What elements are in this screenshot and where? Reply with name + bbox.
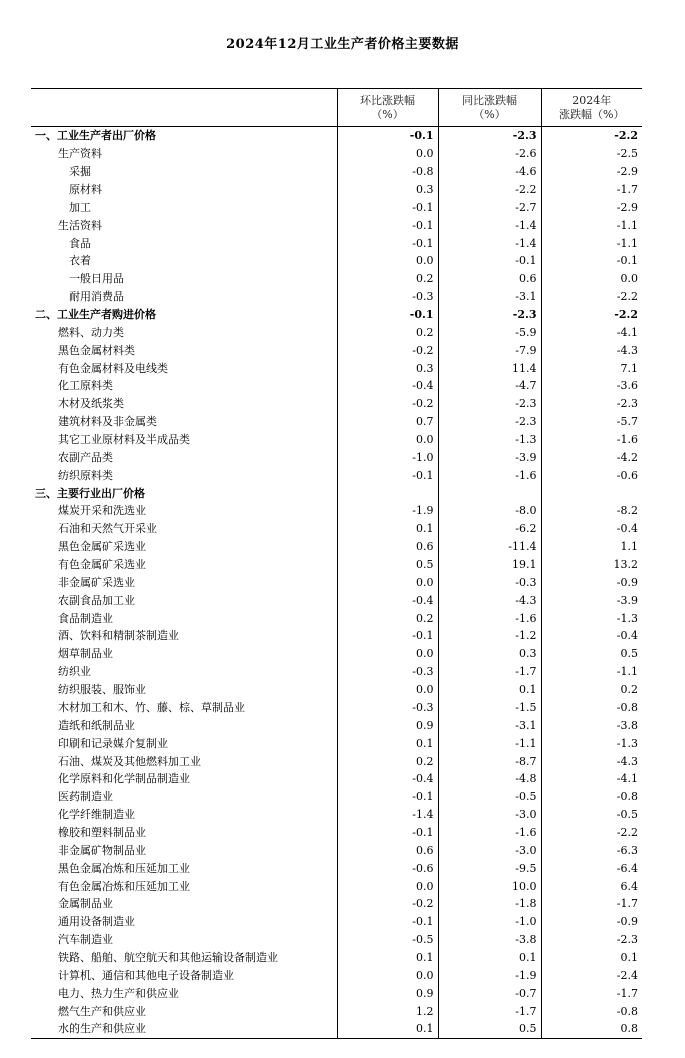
cell-mom: -0.8 — [337, 163, 438, 181]
cell-yoy: -4.6 — [438, 163, 541, 181]
table-row — [31, 627, 642, 645]
table-row — [31, 663, 642, 681]
table-row — [31, 949, 642, 967]
table-row — [31, 163, 642, 181]
cell-yoy: 19.1 — [438, 556, 541, 574]
row-label: 通用设备制造业 — [58, 915, 135, 929]
cell-yoy: -2.7 — [438, 198, 541, 216]
cell-yoy: -1.2 — [438, 627, 541, 645]
cell-ytd: -0.8 — [541, 699, 642, 717]
table-row — [31, 341, 642, 359]
header-mom-line1: 环比涨跌幅 — [360, 93, 415, 107]
cell-yoy: -7.9 — [438, 341, 541, 359]
cell-mom: 0.9 — [337, 716, 438, 734]
cell-ytd: -2.9 — [541, 198, 642, 216]
cell-mom: 0.6 — [337, 841, 438, 859]
header-ytd-line2: 涨跌幅（%） — [559, 107, 625, 121]
table-body — [31, 127, 642, 1039]
cell-mom: -0.4 — [337, 377, 438, 395]
cell-yoy: 0.1 — [438, 949, 541, 967]
table-row — [31, 323, 642, 341]
row-label: 建筑材料及非金属类 — [58, 415, 157, 429]
cell-ytd: -4.3 — [541, 752, 642, 770]
table-row — [31, 288, 642, 306]
row-label: 纺织原料类 — [58, 468, 113, 482]
cell-ytd: -1.6 — [541, 431, 642, 449]
cell-mom: 0.3 — [337, 359, 438, 377]
cell-yoy: -1.6 — [438, 466, 541, 484]
cell-ytd: -2.3 — [541, 931, 642, 949]
table-row — [31, 181, 642, 199]
cell-yoy: -4.3 — [438, 591, 541, 609]
cell-yoy: -1.3 — [438, 431, 541, 449]
cell-yoy: -8.0 — [438, 502, 541, 520]
table-row — [31, 413, 642, 431]
row-label: 加工 — [69, 200, 91, 214]
cell-mom: -0.2 — [337, 341, 438, 359]
cell-yoy: -8.7 — [438, 752, 541, 770]
cell-ytd: -0.5 — [541, 806, 642, 824]
cell-mom: 1.2 — [337, 1002, 438, 1020]
row-label: 其它工业原材料及半成品类 — [58, 433, 190, 447]
cell-yoy: -3.0 — [438, 806, 541, 824]
cell-ytd: -0.1 — [541, 252, 642, 270]
table-row — [31, 806, 642, 824]
row-label: 黑色金属矿采选业 — [58, 540, 146, 554]
cell-yoy: -11.4 — [438, 538, 541, 556]
header-label-cell — [31, 89, 337, 127]
cell-yoy: -1.1 — [438, 734, 541, 752]
header-mom — [337, 89, 438, 127]
table-row — [31, 1002, 642, 1020]
cell-mom: 0.5 — [337, 556, 438, 574]
cell-mom: -1.0 — [337, 448, 438, 466]
cell-mom: -0.1 — [337, 466, 438, 484]
table-row — [31, 645, 642, 663]
row-label: 有色金属矿采选业 — [58, 558, 146, 572]
row-label: 电力、热力生产和供应业 — [58, 986, 179, 1000]
cell-mom: 0.9 — [337, 984, 438, 1002]
cell-ytd — [541, 484, 642, 502]
row-label: 造纸和纸制品业 — [58, 718, 135, 732]
cell-ytd: -2.2 — [541, 288, 642, 306]
cell-mom: -0.1 — [337, 913, 438, 931]
header-yoy — [438, 89, 541, 127]
cell-ytd: 0.1 — [541, 949, 642, 967]
cell-mom: 0.1 — [337, 1020, 438, 1038]
cell-mom: 0.0 — [337, 145, 438, 163]
table-row — [31, 377, 642, 395]
row-label: 一般日用品 — [69, 272, 124, 286]
cell-yoy: 0.1 — [438, 681, 541, 699]
table-row — [31, 431, 642, 449]
table-row — [31, 556, 642, 574]
table-row — [31, 359, 642, 377]
cell-mom — [337, 484, 438, 502]
cell-ytd: 7.1 — [541, 359, 642, 377]
row-label: 二、工业生产者购进价格 — [35, 308, 156, 322]
cell-mom: 0.0 — [337, 966, 438, 984]
cell-mom: -0.3 — [337, 699, 438, 717]
row-label: 金属制品业 — [58, 897, 113, 911]
cell-yoy: -2.3 — [438, 127, 541, 145]
cell-mom: -0.1 — [337, 127, 438, 145]
cell-ytd: -4.1 — [541, 770, 642, 788]
row-label: 食品 — [69, 236, 91, 250]
section-row — [31, 127, 642, 145]
cell-yoy: -0.7 — [438, 984, 541, 1002]
cell-ytd: -0.9 — [541, 573, 642, 591]
table-row — [31, 931, 642, 949]
cell-ytd: -6.4 — [541, 859, 642, 877]
row-label: 非金属矿物制品业 — [58, 843, 146, 857]
cell-mom: -1.4 — [337, 806, 438, 824]
cell-ytd: 13.2 — [541, 556, 642, 574]
cell-ytd: -8.2 — [541, 502, 642, 520]
row-label: 医药制造业 — [58, 790, 113, 804]
row-label: 煤炭开采和洗选业 — [58, 504, 146, 518]
cell-yoy: -1.7 — [438, 1002, 541, 1020]
row-label: 燃料、动力类 — [58, 325, 124, 339]
cell-ytd: 6.4 — [541, 877, 642, 895]
cell-mom: -0.1 — [337, 234, 438, 252]
row-label: 采掘 — [69, 165, 91, 179]
table-row — [31, 198, 642, 216]
cell-yoy: -0.1 — [438, 252, 541, 270]
row-label: 计算机、通信和其他电子设备制造业 — [58, 968, 234, 982]
table-row — [31, 699, 642, 717]
cell-mom: -0.4 — [337, 770, 438, 788]
cell-ytd: -0.4 — [541, 520, 642, 538]
cell-ytd: -4.2 — [541, 448, 642, 466]
row-label: 铁路、船舶、航空航天和其他运输设备制造业 — [58, 950, 278, 964]
cell-ytd: 1.1 — [541, 538, 642, 556]
cell-ytd: -0.4 — [541, 627, 642, 645]
header-mom-line2: （%） — [371, 107, 404, 121]
cell-ytd: -3.6 — [541, 377, 642, 395]
cell-ytd: -4.3 — [541, 341, 642, 359]
cell-mom: -0.2 — [337, 895, 438, 913]
table-row — [31, 681, 642, 699]
cell-yoy: -1.4 — [438, 216, 541, 234]
row-label: 纺织服装、服饰业 — [58, 683, 146, 697]
table-row — [31, 520, 642, 538]
table-row — [31, 877, 642, 895]
cell-mom: 0.0 — [337, 252, 438, 270]
table-row — [31, 591, 642, 609]
cell-ytd: -4.1 — [541, 323, 642, 341]
row-label: 酒、饮料和精制茶制造业 — [58, 629, 179, 643]
table-row — [31, 395, 642, 413]
cell-mom: -0.3 — [337, 288, 438, 306]
cell-mom: 0.2 — [337, 752, 438, 770]
table-row — [31, 466, 642, 484]
table-row — [31, 448, 642, 466]
cell-yoy: -4.7 — [438, 377, 541, 395]
cell-mom: 0.6 — [337, 538, 438, 556]
header-yoy-line1: 同比涨跌幅 — [462, 93, 517, 107]
cell-mom: 0.1 — [337, 520, 438, 538]
cell-mom: -0.3 — [337, 663, 438, 681]
row-label: 黑色金属材料类 — [58, 343, 135, 357]
cell-yoy: -9.5 — [438, 859, 541, 877]
row-label: 有色金属冶炼和压延加工业 — [58, 879, 190, 893]
cell-yoy: -1.6 — [438, 609, 541, 627]
cell-mom: 0.0 — [337, 431, 438, 449]
cell-yoy: 0.3 — [438, 645, 541, 663]
cell-mom: -0.4 — [337, 591, 438, 609]
cell-ytd: -1.1 — [541, 216, 642, 234]
row-label: 印刷和记录媒介复制业 — [58, 736, 168, 750]
row-label: 石油、煤炭及其他燃料加工业 — [58, 754, 201, 768]
cell-ytd: -2.4 — [541, 966, 642, 984]
row-label: 农副产品类 — [58, 450, 113, 464]
cell-ytd: -1.7 — [541, 984, 642, 1002]
row-label: 生产资料 — [58, 147, 102, 161]
header-ytd-line1: 2024年 — [572, 93, 612, 107]
page-title: 2024年12月工业生产者价格主要数据 — [226, 37, 459, 52]
cell-yoy: -6.2 — [438, 520, 541, 538]
row-label: 农副食品加工业 — [58, 593, 135, 607]
table-row — [31, 734, 642, 752]
table-row — [31, 216, 642, 234]
cell-yoy: -2.6 — [438, 145, 541, 163]
cell-yoy: -3.8 — [438, 931, 541, 949]
cell-mom: 0.0 — [337, 645, 438, 663]
cell-mom: -0.1 — [337, 788, 438, 806]
cell-ytd: -1.1 — [541, 234, 642, 252]
cell-yoy: -0.3 — [438, 573, 541, 591]
table-row — [31, 824, 642, 842]
cell-yoy: -4.8 — [438, 770, 541, 788]
row-label: 食品制造业 — [58, 611, 113, 625]
table-row — [31, 716, 642, 734]
cell-yoy — [438, 484, 541, 502]
table-row — [31, 538, 642, 556]
table-row — [31, 270, 642, 288]
cell-mom: -0.1 — [337, 198, 438, 216]
row-label: 汽车制造业 — [58, 933, 113, 947]
row-label: 化学原料和化学制品制造业 — [58, 772, 190, 786]
cell-yoy: -1.7 — [438, 663, 541, 681]
table-header-row — [31, 89, 642, 127]
cell-ytd: 0.0 — [541, 270, 642, 288]
row-label: 化学纤维制造业 — [58, 808, 135, 822]
cell-mom: 0.2 — [337, 609, 438, 627]
cell-ytd: -2.5 — [541, 145, 642, 163]
cell-ytd: -3.8 — [541, 716, 642, 734]
row-label: 有色金属材料及电线类 — [58, 361, 168, 375]
cell-ytd: -2.9 — [541, 163, 642, 181]
cell-yoy: -3.9 — [438, 448, 541, 466]
cell-yoy: -1.9 — [438, 966, 541, 984]
table-row — [31, 859, 642, 877]
table-row — [31, 984, 642, 1002]
cell-ytd: -1.1 — [541, 663, 642, 681]
row-label: 木材及纸浆类 — [58, 397, 124, 411]
cell-ytd: -0.9 — [541, 913, 642, 931]
cell-mom: 0.0 — [337, 573, 438, 591]
cell-mom: 0.0 — [337, 681, 438, 699]
cell-yoy: -3.1 — [438, 288, 541, 306]
row-label: 橡胶和塑料制品业 — [58, 825, 146, 839]
cell-ytd: -0.8 — [541, 1002, 642, 1020]
table-row — [31, 752, 642, 770]
cell-mom: -1.9 — [337, 502, 438, 520]
row-label: 燃气生产和供应业 — [58, 1004, 146, 1018]
cell-ytd: -3.9 — [541, 591, 642, 609]
row-label: 耐用消费品 — [69, 290, 124, 304]
table-row — [31, 966, 642, 984]
table-row — [31, 234, 642, 252]
row-label: 衣着 — [69, 254, 91, 268]
row-label: 生活资料 — [58, 218, 102, 232]
table-row — [31, 788, 642, 806]
cell-mom: 0.7 — [337, 413, 438, 431]
table-row — [31, 573, 642, 591]
cell-mom: 0.3 — [337, 181, 438, 199]
cell-yoy: -1.0 — [438, 913, 541, 931]
price-data-table — [31, 88, 642, 1039]
row-label: 木材加工和木、竹、藤、棕、草制品业 — [58, 700, 245, 714]
cell-mom: 0.2 — [337, 323, 438, 341]
cell-ytd: -2.2 — [541, 127, 642, 145]
cell-yoy: -3.0 — [438, 841, 541, 859]
row-label: 化工原料类 — [58, 379, 113, 393]
cell-yoy: 10.0 — [438, 877, 541, 895]
cell-ytd: -0.8 — [541, 788, 642, 806]
table-row — [31, 895, 642, 913]
row-label: 黑色金属冶炼和压延加工业 — [58, 861, 190, 875]
cell-ytd: -0.6 — [541, 466, 642, 484]
cell-yoy: -2.3 — [438, 306, 541, 324]
cell-mom: 0.1 — [337, 949, 438, 967]
cell-ytd: 0.5 — [541, 645, 642, 663]
cell-yoy: -2.3 — [438, 395, 541, 413]
cell-mom: 0.1 — [337, 734, 438, 752]
cell-mom: 0.0 — [337, 877, 438, 895]
row-label: 三、主要行业出厂价格 — [35, 486, 145, 500]
cell-yoy: -0.5 — [438, 788, 541, 806]
table-row — [31, 913, 642, 931]
cell-yoy: -1.4 — [438, 234, 541, 252]
table-row — [31, 252, 642, 270]
cell-ytd: -1.3 — [541, 734, 642, 752]
cell-mom: -0.6 — [337, 859, 438, 877]
cell-ytd: -1.3 — [541, 609, 642, 627]
header-yoy-line2: （%） — [473, 107, 506, 121]
cell-mom: -0.1 — [337, 824, 438, 842]
cell-ytd: -6.3 — [541, 841, 642, 859]
cell-mom: -0.1 — [337, 216, 438, 234]
cell-yoy: -2.3 — [438, 413, 541, 431]
cell-yoy: -3.1 — [438, 716, 541, 734]
cell-yoy: -1.6 — [438, 824, 541, 842]
section-row — [31, 306, 642, 324]
cell-yoy: 11.4 — [438, 359, 541, 377]
cell-ytd: -1.7 — [541, 895, 642, 913]
cell-yoy: 0.5 — [438, 1020, 541, 1038]
cell-ytd: -5.7 — [541, 413, 642, 431]
row-label: 原材料 — [69, 183, 102, 196]
cell-ytd: -2.3 — [541, 395, 642, 413]
cell-yoy: -1.5 — [438, 699, 541, 717]
table-row — [31, 609, 642, 627]
row-label: 一、工业生产者出厂价格 — [35, 129, 156, 143]
cell-mom: -0.1 — [337, 306, 438, 324]
table-row — [31, 502, 642, 520]
row-label: 水的生产和供应业 — [31, 1020, 337, 1038]
table-row — [31, 145, 642, 163]
cell-yoy: -2.2 — [438, 181, 541, 199]
header-ytd — [541, 89, 642, 127]
cell-mom: -0.1 — [337, 627, 438, 645]
cell-ytd: -2.2 — [541, 824, 642, 842]
cell-ytd: -1.7 — [541, 181, 642, 199]
cell-ytd: 0.8 — [541, 1020, 642, 1038]
table-row — [31, 841, 642, 859]
cell-ytd: -2.2 — [541, 306, 642, 324]
table-row — [31, 770, 642, 788]
row-label: 石油和天然气开采业 — [58, 522, 157, 536]
cell-mom: -0.5 — [337, 931, 438, 949]
cell-yoy: 0.6 — [438, 270, 541, 288]
row-label: 烟草制品业 — [58, 647, 113, 661]
cell-mom: -0.2 — [337, 395, 438, 413]
cell-mom: 0.2 — [337, 270, 438, 288]
row-label: 非金属矿采选业 — [58, 575, 135, 589]
cell-yoy: -5.9 — [438, 323, 541, 341]
section-row — [31, 484, 642, 502]
cell-yoy: -1.8 — [438, 895, 541, 913]
row-label: 纺织业 — [58, 665, 91, 679]
cell-ytd: 0.2 — [541, 681, 642, 699]
table-row — [31, 1020, 642, 1038]
